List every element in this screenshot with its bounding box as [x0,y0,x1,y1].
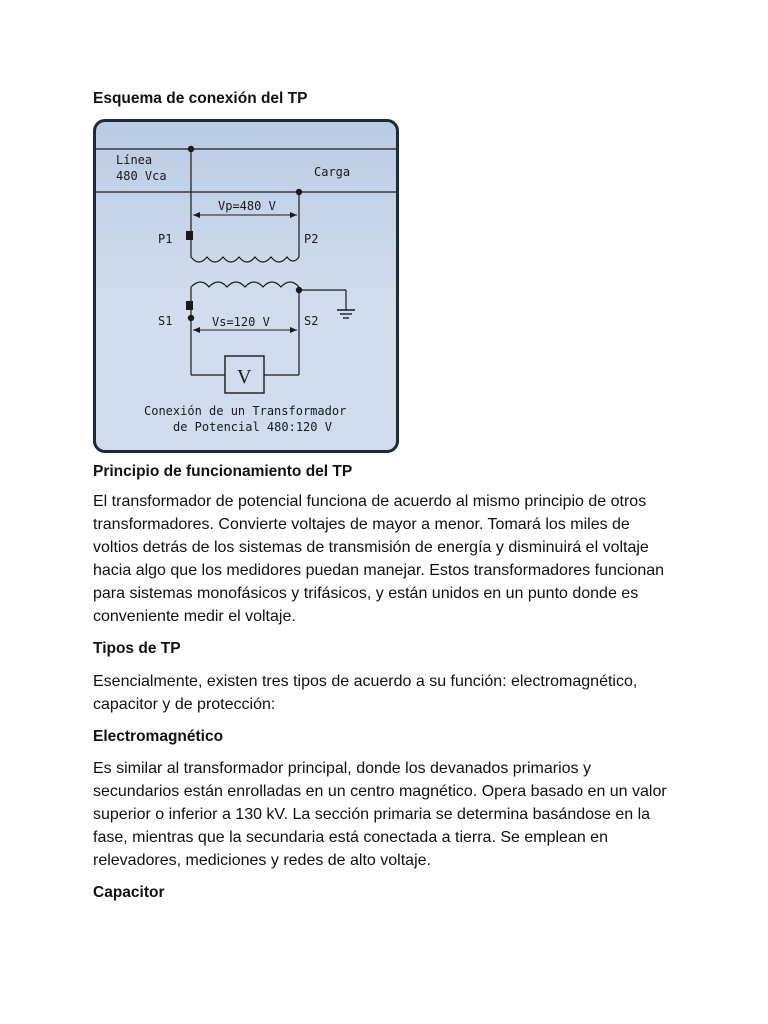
vs-arrowhead-left [193,327,200,333]
p2-label: P2 [304,232,319,246]
line-label-1: Línea [116,153,153,167]
s1-polarity-mark [186,301,193,310]
p1-polarity-mark [186,231,193,240]
document-content [93,88,678,904]
paragraph-tipos: Esencialmente, existen tres tipos de acuerdo a su función: electromagnético, capacitor y de protección: [93,673,638,713]
junction-dot [188,315,194,321]
paragraph-electromagnetico: Es similar al transformador principal, donde los devanados primarios y secundarios están enrolladas en un centro magnético. Opera basado en un valor superior o inferior a 130 kV. La sección primaria se determina basándose en la fase, mientras que la secundaria está conectada a tierra. Se emplean en relevadores, mediciones y redes de alto voltaje. [93,760,667,869]
s2-label: S2 [304,314,319,328]
tp-connection-diagram [93,119,399,453]
caption-line-2: de Potencial 480:120 V [173,420,332,434]
heading-principio: Principio de funcionamiento del TP [93,463,353,480]
heading-esquema: Esquema de conexión del TP [93,90,308,107]
heading-capacitor: Capacitor [93,884,165,901]
load-label: Carga [314,165,351,179]
meter-label: V [237,366,252,388]
secondary-coil [191,282,299,287]
caption-line-1: Conexión de un Transformador [144,404,347,418]
vp-arrowhead-left [193,212,200,218]
vs-arrowhead-right [290,327,297,333]
heading-electromagnetico: Electromagnético [93,728,224,745]
vp-label: Vp=480 V [218,199,276,213]
vp-arrowhead-right [290,212,297,218]
diagram-svg [96,122,396,450]
primary-coil [191,257,299,262]
heading-tipos: Tipos de TP [93,640,181,657]
vs-label: Vs=120 V [212,315,270,329]
s1-label: S1 [158,314,173,328]
line-label-2: 480 Vca [116,169,167,183]
paragraph-principio: El transformador de potencial funciona de acuerdo al mismo principio de otros transformadores. Convierte voltajes de mayor a menor. Tomará los miles de voltios detrás de los sistemas de transmisión de energía y disminuirá el voltaje hacia algo que los medidores puedan manejar. Estos transformadores funcionan para sistemas monofásicos y trifásicos, y están unidos en un punto donde es conveniente medir el voltaje. [93,493,665,625]
p1-label: P1 [158,232,173,246]
